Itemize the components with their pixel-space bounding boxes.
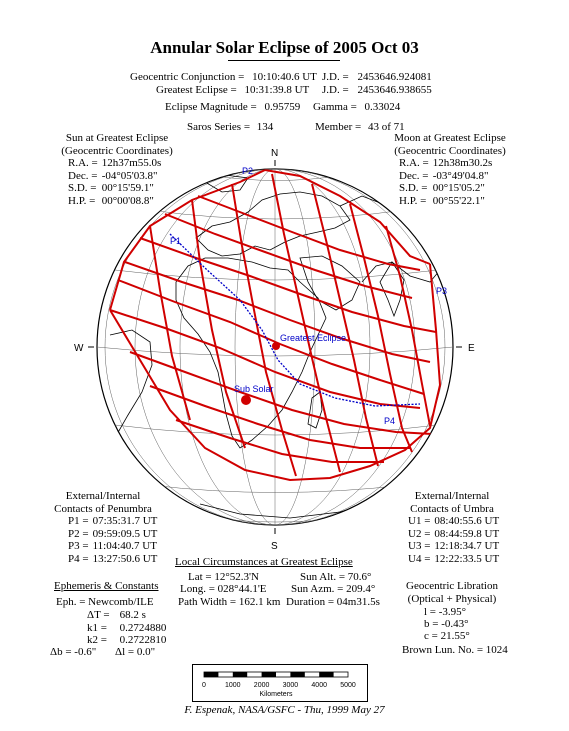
- p2-label: P2: [242, 166, 254, 176]
- sun-ra-label: R.A. =: [68, 157, 98, 169]
- local-duration: Duration = 04m31.5s: [286, 596, 380, 608]
- member-value: 43 of 71: [367, 121, 405, 133]
- ephemeris-constants: [87, 609, 166, 647]
- local-sun-azm: Sun Azm. = 209.4°: [291, 583, 376, 595]
- south-label: S: [271, 541, 278, 552]
- p2-contact-label: P2 =: [68, 527, 89, 540]
- scale-seg-5: [319, 672, 333, 677]
- greatest-eclipse-label: Greatest Eclipse: [280, 333, 347, 343]
- k1-value: 0.2724880: [119, 621, 167, 634]
- sun-dec-value: -04°05'03.8": [101, 169, 158, 182]
- member-label: Member =: [315, 121, 362, 133]
- scale-seg-1: [204, 672, 218, 677]
- umbra-heading: [402, 490, 502, 516]
- gamma-value: 0.33024: [364, 101, 401, 113]
- local-lat: Lat = 12°52.3'N: [188, 571, 259, 583]
- penumbra-heading-line1: External/Internal: [65, 490, 141, 502]
- conjunction-jd-label: J.D. =: [322, 71, 349, 83]
- east-label: E: [468, 343, 475, 354]
- u2-contact-label: U2 =: [408, 527, 431, 540]
- moon-ra-value: 12h38m30.2s: [432, 157, 493, 169]
- scale-tick-0: 0: [202, 682, 206, 689]
- p1-contact-label: P1 =: [68, 515, 89, 527]
- north-label: N: [271, 148, 279, 159]
- moon-ra-label: R.A. =: [399, 157, 429, 169]
- u3-contact-value: 12:18:34.7 UT: [434, 540, 500, 552]
- p1-label: P1: [170, 236, 182, 246]
- local-sun-alt: Sun Alt. = 70.6°: [300, 571, 372, 583]
- umbra-heading-line2: Contacts of Umbra: [410, 503, 494, 515]
- credit-line: F. Espenak, NASA/GSFC - Thu, 1999 May 27: [184, 704, 385, 716]
- p2-contact-value: 09:59:09.5 UT: [92, 527, 158, 540]
- p3-contact-value: 11:04:40.7 UT: [92, 540, 157, 552]
- p4-contact-label: P4 =: [68, 552, 89, 565]
- libration-l: l = -3.95°: [424, 606, 467, 618]
- sun-sd-label: S.D. =: [68, 182, 97, 194]
- local-path-width: Path Width = 162.1 km: [178, 596, 281, 608]
- greatest-label: Greatest Eclipse =: [156, 84, 237, 96]
- p3-contact-label: P3 =: [68, 540, 89, 552]
- u3-contact-label: U3 =: [408, 540, 431, 552]
- moon-dec-label: Dec. =: [399, 169, 429, 182]
- saros-value: 134: [256, 121, 274, 133]
- libration-c: c = 21.55°: [424, 630, 470, 642]
- p4-label: P4: [384, 416, 396, 426]
- greatest-value: 10:31:39.8 UT: [244, 84, 310, 96]
- local-circumstances-heading: Local Circumstances at Greatest Eclipse: [175, 556, 353, 568]
- u4-contact-label: U4 =: [408, 552, 431, 565]
- p4-contact-value: 13:27:50.6 UT: [92, 552, 158, 565]
- libration-b: b = -0.43°: [424, 618, 469, 630]
- libration-heading-line1: Geocentric Libration: [406, 580, 498, 592]
- libration-heading: [392, 580, 512, 606]
- scale-unit: Kilometers: [259, 691, 293, 698]
- u1-contact-value: 08:40:55.6 UT: [434, 515, 500, 527]
- moon-dec-value: -03°49'04.8": [432, 169, 489, 182]
- p1-contact-value: 07:35:31.7 UT: [92, 515, 158, 527]
- scale-tick-1000: 1000: [225, 682, 241, 689]
- penumbra-heading: [48, 490, 158, 516]
- k2-label: k2 =: [87, 634, 107, 646]
- moon-sd-label: S.D. =: [399, 182, 428, 194]
- greatest-eclipse-marker: [272, 342, 280, 350]
- umbra-contacts: [408, 515, 499, 565]
- scale-bar: [192, 664, 368, 702]
- delta-t-label: ΔT =: [87, 609, 110, 621]
- magnitude-value: 0.95759: [264, 101, 301, 113]
- brown-lunation: Brown Lun. No. = 1024: [402, 644, 508, 656]
- penumbra-contacts: [68, 515, 157, 565]
- moon-hp-label: H.P. =: [399, 194, 427, 207]
- scale-seg-3: [262, 672, 276, 677]
- u1-contact-label: U1 =: [408, 515, 431, 527]
- sun-hp-label: H.P. =: [68, 194, 96, 207]
- conjunction-value: 10:10:40.6 UT: [252, 71, 317, 83]
- scale-seg-2: [233, 672, 247, 677]
- sun-heading-line2: (Geocentric Coordinates): [61, 145, 173, 157]
- sun-ra-value: 12h37m55.0s: [101, 157, 162, 169]
- gamma-label: Gamma =: [313, 101, 357, 113]
- moon-sd-value: 00°15'05.2": [432, 182, 485, 194]
- libration-heading-line2: (Optical + Physical): [407, 593, 497, 605]
- k2-value: 0.2722810: [119, 634, 167, 646]
- ephemeris-eph: Eph. = Newcomb/ILE: [56, 596, 154, 608]
- scale-seg-4: [290, 672, 304, 677]
- magnitude-label: Eclipse Magnitude =: [165, 101, 257, 113]
- greatest-jd-label: J.D. =: [322, 84, 349, 96]
- scale-tick-5000: 5000: [340, 682, 356, 689]
- greatest-jd-value: 2453646.938655: [357, 84, 432, 96]
- scale-tick-4000: 4000: [311, 682, 327, 689]
- saros-label: Saros Series =: [187, 121, 251, 133]
- sun-dec-label: Dec. =: [68, 169, 98, 182]
- delta-t-value: 68.2 s: [119, 609, 146, 621]
- k1-label: k1 =: [87, 621, 107, 634]
- delta-l: Δl = 0.0": [115, 646, 156, 658]
- west-label: W: [74, 343, 84, 354]
- moon-heading-line1: Moon at Greatest Eclipse: [394, 132, 506, 144]
- penumbra-heading-line2: Contacts of Penumbra: [54, 503, 152, 515]
- umbra-heading-line1: External/Internal: [414, 490, 490, 502]
- ephemeris-heading: Ephemeris & Constants: [54, 580, 159, 592]
- p3-label: P3: [436, 286, 448, 296]
- sub-solar-label: Sub Solar: [234, 384, 274, 394]
- scale-tick-2000: 2000: [253, 682, 270, 689]
- sun-sd-value: 00°15'59.1": [101, 182, 154, 194]
- sub-solar-marker: [241, 395, 251, 405]
- moon-heading-line2: (Geocentric Coordinates): [394, 145, 506, 157]
- sun-heading-line1: Sun at Greatest Eclipse: [65, 132, 169, 144]
- sun-hp-value: 00°00'08.8": [101, 194, 154, 207]
- u2-contact-value: 08:44:59.8 UT: [434, 527, 500, 540]
- delta-b: Δb = -0.6": [50, 646, 97, 658]
- moon-hp-value: 00°55'22.1": [432, 194, 485, 207]
- u4-contact-value: 12:22:33.5 UT: [434, 552, 500, 565]
- scale-tick-3000: 3000: [282, 682, 299, 689]
- local-long: Long. = 028°44.1'E: [180, 583, 267, 595]
- conjunction-jd-value: 2453646.924081: [357, 71, 432, 83]
- conjunction-label: Geocentric Conjunction =: [130, 71, 245, 83]
- page-title: Annular Solar Eclipse of 2005 Oct 03: [150, 38, 419, 57]
